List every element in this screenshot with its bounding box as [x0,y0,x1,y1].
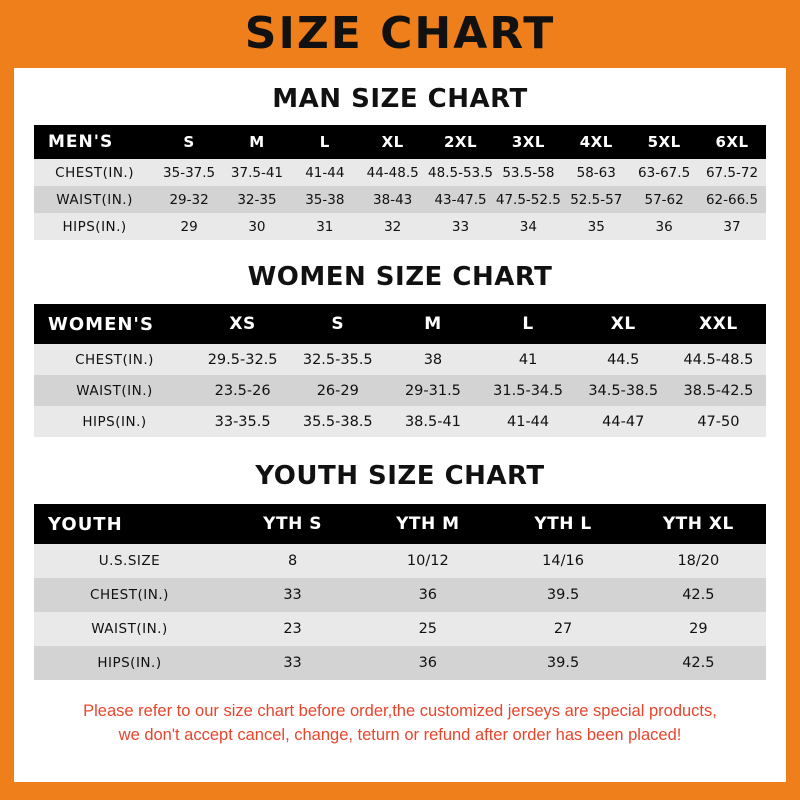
cell: 31 [316,218,334,235]
table-row [34,406,766,437]
cell: 47-50 [697,413,740,430]
page-title: SIZE CHART [244,8,556,59]
cell: 29.5-32.5 [207,351,278,368]
column-header: 5XL [647,133,681,151]
cell: 38.5-42.5 [683,382,754,399]
table-row [34,578,766,612]
column-header: XL [610,314,636,334]
cell: 35 [587,218,605,235]
table-row [34,544,766,578]
cell: 33 [283,655,302,671]
cell: 36 [655,218,673,235]
column-header: YOUTH [48,513,123,535]
footer-note [34,700,766,748]
cell: 38.5-41 [404,413,461,430]
cell: 34 [519,218,537,235]
cell: 47.5-52.5 [495,191,561,208]
cell: 34.5-38.5 [588,382,659,399]
cell: 32-35 [237,191,277,208]
column-header: 2XL [443,133,478,151]
table-row [34,612,766,646]
bottom-accent-bar [0,782,800,800]
table-row [34,159,766,186]
column-header: 6XL [715,133,749,151]
cell: 67.5-72 [705,164,759,181]
man-size-table [34,125,766,240]
cell: 35-37.5 [163,164,216,181]
cell: 33 [451,218,470,235]
man-section-title: MAN SIZE CHART [272,84,528,114]
column-header: YTH XL [662,514,734,534]
cell: 8 [287,553,298,569]
column-header: 4XL [579,133,613,151]
cell: 23 [283,621,302,637]
table-header-row [34,504,766,544]
row-label: WAIST(IN.) [56,191,133,208]
cell: 39.5 [546,587,580,603]
cell: 43-47.5 [434,191,487,208]
column-header: L [319,133,330,151]
cell: 33-35.5 [214,413,271,430]
column-header: 3XL [511,133,545,151]
cell: 42.5 [682,655,715,671]
cell: 52.5-57 [570,191,623,208]
women-size-table [34,304,766,437]
column-header: M [424,314,442,334]
cell: 25 [418,621,438,637]
column-header: MEN'S [48,132,114,152]
cell: 32.5-35.5 [302,351,373,368]
cell: 62-66.5 [705,191,759,208]
cell: 53.5-58 [502,164,555,181]
cell: 26-29 [316,382,359,399]
cell: 36 [418,655,438,671]
row-label: CHEST(IN.) [55,164,134,181]
chart-content [14,84,786,748]
cell: 41-44 [305,164,345,181]
column-header: S [331,314,345,334]
cell: 58-63 [576,164,616,181]
cell: 38-43 [373,191,413,208]
footer-note-line-2: we don't accept cancel, change, teturn or refund after order has been placed! [118,725,682,744]
row-label: HIPS(IN.) [62,218,127,235]
table-row [34,213,766,240]
cell: 35-38 [305,191,345,208]
cell: 27 [553,621,573,637]
cell: 42.5 [682,587,715,603]
row-label: U.S.SIZE [98,553,161,569]
row-label: WAIST(IN.) [91,621,168,637]
column-header: YTH L [534,514,592,534]
youth-size-table [34,504,766,680]
row-label: CHEST(IN.) [90,587,169,603]
row-label: HIPS(IN.) [97,655,162,671]
cell: 29 [689,621,708,637]
table-header-row [34,304,766,344]
cell: 37.5-41 [230,164,283,181]
cell: 37 [723,218,741,235]
cell: 35.5-38.5 [302,413,373,430]
cell: 29-32 [169,191,209,208]
cell: 48.5-53.5 [428,164,494,181]
cell: 14/16 [542,553,584,569]
cell: 63-67.5 [638,164,691,181]
cell: 29-31.5 [404,382,461,399]
cell: 44-48.5 [366,164,419,181]
women-section-title: WOMEN SIZE CHART [247,262,553,292]
column-header: YTH M [396,514,460,534]
cell: 41-44 [507,413,550,430]
cell: 44.5 [607,351,640,368]
cell: 10/12 [406,553,449,569]
cell: 36 [418,587,438,603]
cell: 44-47 [602,413,645,430]
column-header: M [249,133,265,151]
table-row [34,186,766,213]
cell: 44.5-48.5 [683,351,754,368]
column-header: XL [381,133,404,151]
column-header: XXL [699,314,738,334]
row-label: WAIST(IN.) [76,382,153,399]
cell: 32 [384,218,402,235]
column-header: WOMEN'S [48,313,154,335]
column-header: YTH S [263,514,322,534]
cell: 38 [423,351,443,368]
cell: 39.5 [546,655,580,671]
table-header-row [34,125,766,159]
cell: 30 [248,218,266,235]
cell: 41 [518,351,538,368]
table-row [34,646,766,680]
cell: 18/20 [677,553,720,569]
cell: 33 [283,587,302,603]
row-label: CHEST(IN.) [75,351,154,368]
row-label: HIPS(IN.) [82,413,147,430]
table-row [34,344,766,375]
footer-note-line-1: Please refer to our size chart before order,the customized jerseys are special products, [83,702,717,720]
table-row [34,375,766,406]
cell: 57-62 [644,191,684,208]
column-header: L [522,314,534,334]
cell: 29 [180,218,198,235]
cell: 31.5-34.5 [493,382,563,399]
cell: 23.5-26 [214,382,271,399]
column-header: XS [229,314,256,334]
page-banner [0,0,800,68]
column-header: S [183,133,195,151]
youth-section-title: YOUTH SIZE CHART [255,461,545,491]
